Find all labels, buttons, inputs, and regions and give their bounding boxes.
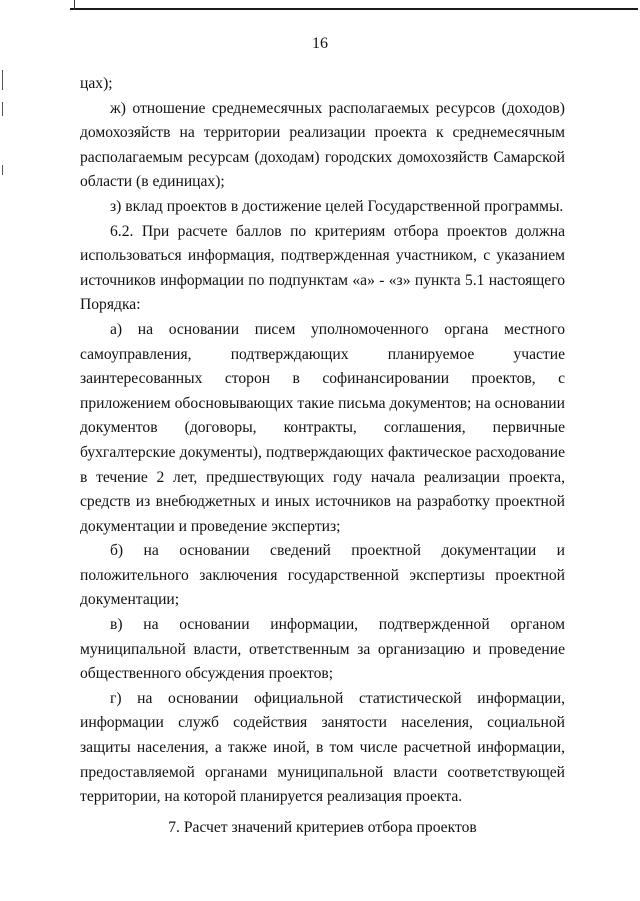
scan-margin-mark: [2, 102, 3, 116]
paragraph-item-g: г) на основании официальной статистической информации, информации служб содействия занятости населения, социальной защиты населения, а также иной, в том числе расчетной информации, предоставляемой органами муниципальной власти соответствующей территории, на которой планируется реализация проекта.: [80, 689, 565, 806]
paragraph-item-b: б) на основании сведений проектной документации и положительного заключения государственной экспертизы проектной документации;: [80, 542, 565, 609]
document-body: [80, 72, 565, 840]
scan-margin-mark: [2, 165, 3, 175]
page-number: 16: [312, 35, 328, 52]
paragraph-item-v: в) на основании информации, подтвержденной органом муниципальной власти, ответственным за организацию и проведение общественного обсуждения проектов;: [80, 616, 565, 683]
paragraph-item-z: з) вклад проектов в достижение целей Государственной программы.: [110, 197, 564, 215]
section-heading: 7. Расчет значений критериев отбора проектов: [168, 818, 477, 836]
scan-margin-mark: [2, 70, 3, 90]
paragraph-item-zh: ж) отношение среднемесячных располагаемых ресурсов (доходов) домохозяйств на территории реализации проекта к среднемесячным располагаемым ресурсам (доходам) городских домохозяйств Самарской области (в единицах);: [80, 99, 565, 191]
corner-tick-mark: [74, 0, 75, 10]
paragraph-continuation: цах);: [80, 75, 113, 92]
paragraph-6-2: 6.2. При расчете баллов по критериям отбора проектов должна использоваться информация, подтвержденная участником, с указанием источников информации по подпунктам «а» - «з» пункта 5.1 настоящего Порядка:: [80, 222, 565, 314]
paragraph-item-a: а) на основании писем уполномоченного органа местного самоуправления, подтверждающих планируемое участие заинтересованных сторон в софинансировании проектов, с приложением обосновывающих такие письма документов; на основании документов (договоры, контракты, соглашения, первичные бухгалтерские документы), подтверждающих фактическое расходование в течение 2 лет, предшествующих году начала реализации проекта, средств из внебюджетных и иных источников на разработку проектной документации и проведение экспертиз;: [80, 320, 565, 535]
top-border-line: [70, 8, 638, 10]
